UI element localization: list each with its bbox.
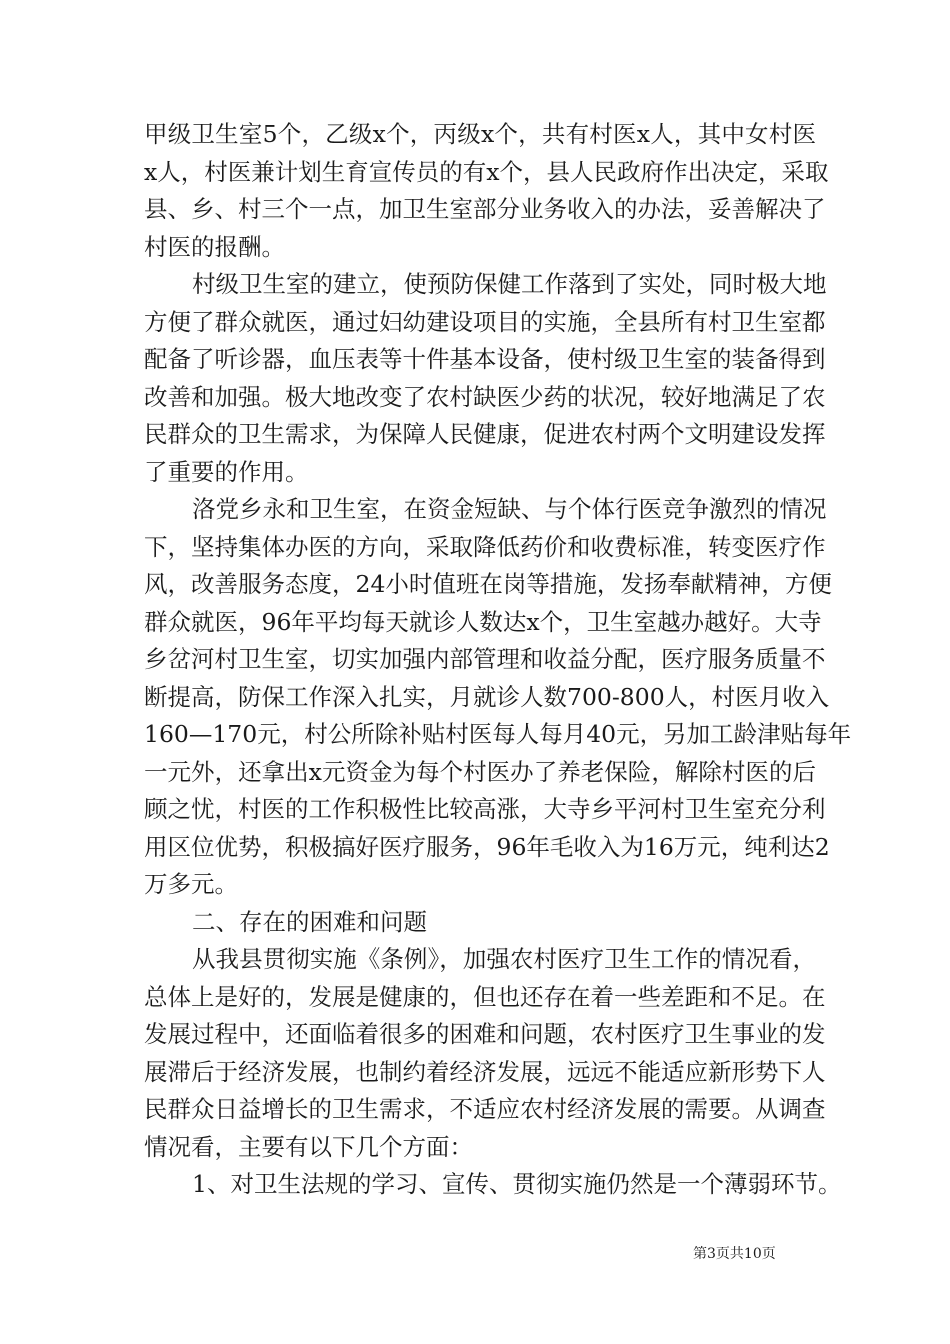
text-line: x人，村医兼计划生育宣传员的有x个，县人民政府作出决定，采取 (144, 157, 829, 186)
text-line: 总体上是好的，发展是健康的，但也还存在着一些差距和不足。在 (144, 982, 826, 1011)
text-line: 从我县贯彻实施《条例》，加强农村医疗卫生工作的情况看， (192, 945, 816, 973)
text-line: 村级卫生室的建立，使预防保健工作落到了实处，同时极大地 (192, 270, 827, 298)
paragraph (144, 491, 852, 904)
text-line: 情况看，主要有以下几个方面： (144, 1132, 473, 1161)
text-line: 万多元。 (144, 870, 238, 898)
text-line: 民群众的卫生需求，为保障人民健康，促进农村两个文明建设发挥 (144, 420, 826, 448)
text-line: 配备了听诊器，血压表等十件基本设备，使村级卫生室的装备得到 (144, 345, 826, 373)
text-line: 160—170元，村公所除补贴村医每人每月40元，另加工龄津贴每年 (144, 720, 852, 748)
text-line: 一元外，还拿出x元资金为每个村医办了养老保险，解除村医的后 (144, 757, 816, 786)
paragraph (144, 904, 816, 942)
paragraph (144, 941, 826, 1166)
paragraph (144, 266, 827, 491)
document-body (144, 116, 852, 1204)
text-line: 风，改善服务态度，24小时值班在岗等措施，发扬奉献精神，方便 (144, 570, 832, 598)
text-line: 顾之忧，村医的工作积极性比较高涨，大寺乡平河村卫生室充分利 (144, 795, 826, 823)
text-line: 断提高，防保工作深入扎实，月就诊人数700-800人，村医月收入 (144, 682, 830, 711)
text-line: 甲级卫生室5个，乙级x个，丙级x个，共有村医x人，其中女村医 (144, 120, 816, 148)
text-line: 发展过程中，还面临着很多的困难和问题，农村医疗卫生事业的发 (144, 1020, 826, 1048)
text-line: 县、乡、村三个一点，加卫生室部分业务收入的办法，妥善解决了 (144, 195, 826, 223)
paragraph (144, 1166, 842, 1204)
page-number: 第3页共10页 (693, 1246, 776, 1262)
text-line: 下，坚持集体办医的方向，采取降低药价和收费标准，转变医疗作 (144, 532, 826, 561)
text-line: 了重要的作用。 (144, 457, 309, 486)
text-line: 展滞后于经济发展，也制约着经济发展，远远不能适应新形势下人 (144, 1057, 826, 1086)
paragraph (144, 116, 829, 266)
text-line: 用区位优势，积极搞好医疗服务，96年毛收入为16万元，纯利达2 (144, 832, 830, 861)
text-line: 二、存在的困难和问题 (192, 907, 427, 936)
text-line: 村医的报酬。 (144, 232, 285, 261)
text-line: 1、对卫生法规的学习、宣传、贯彻实施仍然是一个薄弱环节。 (192, 1170, 842, 1198)
text-line: 改善和加强。极大地改变了农村缺医少药的状况，较好地满足了农 (144, 382, 826, 411)
text-line: 洛党乡永和卫生室，在资金短缺、与个体行医竞争激烈的情况 (192, 495, 827, 523)
text-line: 群众就医，96年平均每天就诊人数达x个，卫生室越办越好。大寺 (144, 607, 822, 636)
text-line: 乡岔河村卫生室，切实加强内部管理和收益分配，医疗服务质量不 (144, 645, 826, 673)
text-line: 方便了群众就医，通过妇幼建设项目的实施，全县所有村卫生室都 (144, 307, 826, 336)
text-line: 民群众日益增长的卫生需求，不适应农村经济发展的需要。从调查 (144, 1095, 826, 1123)
